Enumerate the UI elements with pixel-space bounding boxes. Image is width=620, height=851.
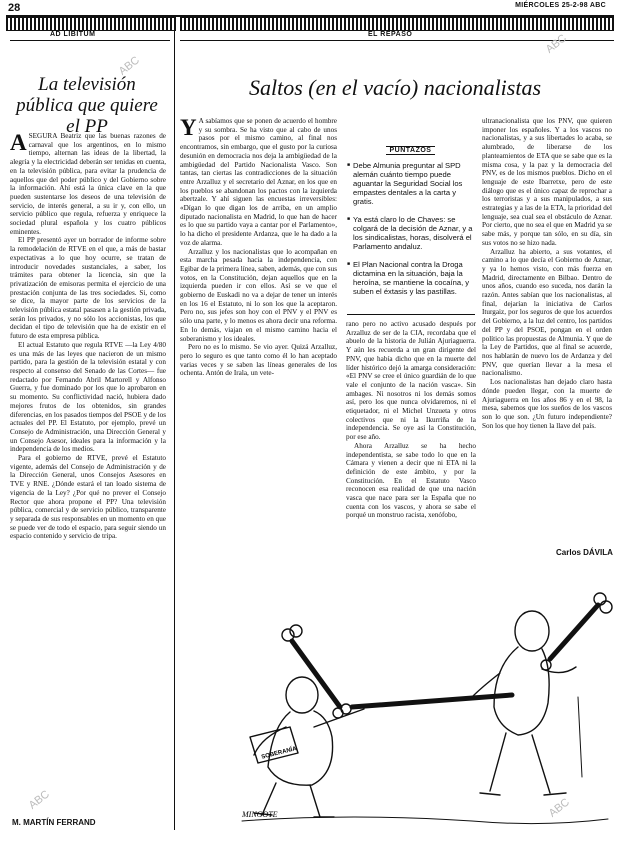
cartoon-signature: MINGOTE	[242, 810, 278, 819]
box-rule	[347, 314, 475, 315]
drop-cap: A	[10, 132, 27, 155]
cartoon-sign-text: SOBERANÍA	[260, 746, 298, 761]
paragraph: El actual Estatuto que regula RTVE —la Ley 4/80 es una más de las leyes que nacieron de un mismo partido, para la gestión de la televisión estatal y con respecto al consenso del Senado de las Cortes— fue redactado por Fernando Abril Martorell y Alfonso Guerra, y fue dominado por los que lo aprobaron en su momento. Su conflictividad nació, hubiera dado mejores frutos de los obtenidos, sin grandes diferencias, en los pasados tiempos del PSOE y de los actuales del PP. El Estatuto, por ejemplo, prevé un Consejo de Administración, una Dirección General y un Consejo Asesor, ideales para la información y la independencia de los medios.	[10, 340, 166, 454]
paragraph: Para el gobierno de RTVE, prevé el Estatuto vigente, además del Consejo de Administración y de la Dirección General, unos Consejos Asesores en TVE y RNE. ¿Dónde estará el tan loado sistema de vigencia de la Ley? ¿Por qué no prever el Consejo Rector que ahora propone el PP? Una televisión pública, comercial y de servicio público, transparente y separada de sus responsables en un momento en que se puede ver de todo el espacio, para seguir siendo un espacio contenido y servicio de tripa.	[10, 454, 166, 541]
watermark-abc: ABC	[543, 32, 569, 56]
watermark-abc: ABC	[26, 788, 52, 812]
decorative-band-right	[180, 17, 614, 31]
date-line: MIÉRCOLES 25-2-98 ABC	[515, 2, 606, 9]
left-byline: M. MARTÍN FERRAND	[12, 818, 96, 827]
paragraph: Arzalluz ha abierto, a sus votantes, el camino a lo que decía el Gobierno de Aznar, y ya lo hemos visto, con más fuerza en Madrid, directamente en Bilbao. Dentro de unos años, cuando eso suceda, nos darán la razón. Antes sabían que los nacionalistas, al final, dejarían la iniciativa de Carlos Iturgaiz, por los seguros de que los acuerdos del Gobierno, a la luz del centro, los partidos del PP y del PSOE, pongan en el orden político las propuestas de Almunia. Y que de la Ley de Partidos, que al final se acuerde, nos hablarán de nuevo los de Ardanza y del PNV, que querían llevar a la mesa el nacionalismo.	[482, 247, 612, 378]
left-headline: La televisión pública que quiere el PP	[16, 74, 158, 137]
right-byline: Carlos DÁVILA	[556, 548, 613, 557]
box-item: ■ Ya está claro lo de Chaves: se colgará de la decisión de Aznar, y a los sindicalistas, horas, disolverá el Parlamento andaluz.	[347, 215, 474, 251]
right-article-col1	[180, 117, 337, 557]
section-rule-left	[10, 40, 170, 41]
paragraph: Ahora Arzalluz se ha hecho independentista, se sabe todo lo que en la Cámara y vienen a decir que ni ETA ni la definición de este ámbito, y por la Constitución. En el Estatuto Vasco reconocen esa realidad de que una nación vasca que nace para ser la España que no cuenta con los vascos, y ahora se sabe el porqué un monstruo racista, xenófobo,	[346, 441, 476, 520]
paragraph: ASEGURA Beatriz que las buenas razones de carnaval que los argentinos, en lo mismo tiempo, alternan las ideas de la libertad, la alegría y la electricidad deberán ser tenidas en cuenta, en la televisión pública, para evitar la prudencia de aquellos que del poder público y del Gobierno sobre la información. Ahí está la única clave en la que pueden sustentarse los deseos de una televisión de servicio, de interés general, a su ir y, con ello, un servicio público que regula, refuerza y enriquece la sociedad plural española y los cuatro públicos eminentes.	[10, 132, 166, 236]
watermark-abc: ABC	[116, 54, 142, 78]
editorial-cartoon	[232, 577, 614, 827]
paragraph: Pero no es lo mismo. Se vio ayer. Quizá Arzalluz, pero lo seguro es que tanto como él lo han aceptado varias veces y se saben las líneas generales de los ochenta. Antón de Irala, un vete-	[180, 343, 337, 378]
left-article-body	[10, 132, 166, 814]
page-number: 28	[8, 2, 21, 14]
puntazos-box	[347, 146, 474, 310]
right-article-col3	[482, 117, 612, 545]
paragraph: ultranacionalista que los PNV, que quieren imponer los españoles. Y a los vascos no nacionalistas, y a sus libertades lo acaba, se alumbrado, de liberarse de los planteamientos de ETA que se sabe que es la misma cosa, y la paz y la democracia del PNV, es de los mismos pueblos. Dicho en el lenguaje de este Ibarretxe, pero de este diálogo que es el único capaz de reprochar a los terroristas y a sus manipulados, a sus estrategias y a las de la ETA, la prioridad del lenguaje, sea cual sea el obstáculo de Aznar. Por cierto, que no sea el que en Madrid ya se sabe más, y porque tan sólo, en su día, sin sus votos no se hizo nada.	[482, 117, 612, 247]
paragraph: Los nacionalistas han dejado claro hasta dónde pueden llegar, con la muerte de Ajuriaguerra en los años 86 y en el 98, la mesa, sabemos que los sueños de los vascos son lo que son. ¿Un futuro independiente? Son los que hoy tienen la llave del país.	[482, 378, 612, 430]
paragraph: El PP presentó ayer un borrador de informe sobre la remodelación de RTVE en el que, a más de bastar expectativas a lo que hoy ocurre, se tratan de introducir novedades sustanciales, a saber, los trámites para obtener la licencia, sin que la privatización de emisoras permita el ejercicio de una prestación conjunta de las tres sociedades. Si, como se dice, la mayor parte de los servicios de la televisión pública estatal pasasen a la gestión privada, serán los privados, y no sólo los accionistas, los que decidan el tipo de televisión que ha de existir en el futuro de esta empresa pública.	[10, 236, 166, 341]
right-article-col2	[346, 320, 476, 556]
right-headline: Saltos (en el vacío) nacionalistas	[248, 75, 542, 100]
paragraph: rano pero no activo acusado después por Arzalluz de ser de la CIA, recordaba que el abuelo de la historia de Julián Ajuriaguerra. Y aún les recuerda a un gran dirigente del PNV, que había dicho que en la muerte del líder histórico dejó la amarga consideración: «El PNV se cree el único guardián de lo que vale el conjunto de la nación vasca». Sin ambages. Ni nosotros ni los demás somos así, pero los que nunca olvidaremos, ni el etiquetador, ni el Michel Unzueta y otros colectivos que ni la Ikurriña de la independencia. Se oye así la Constitución, por ese año.	[346, 320, 476, 442]
section-label-right: EL REPASO	[368, 31, 413, 38]
watermark-abc: ABC	[546, 796, 572, 820]
box-title: PUNTAZOS	[347, 146, 474, 155]
box-item: ■ Debe Almunia preguntar al SPD alemán cuánto tiempo puede aguantar la Seguridad Social los empastes dentales a la carta y gratis.	[347, 161, 474, 206]
drop-cap: Y	[180, 117, 197, 140]
paragraph: Arzalluz y los nacionalistas que lo acompañan en esta marcha pesada hacia la independencia, con Egibar de la primera línea, saben, además, que con sus votos, en la Constitución, dejan aquellos que en la izquierda pueden ir con ellos. Así se ve que el gobierno de Euskadi no va a dejar de tener un interés en los 16 el Estatuto, ni lo son los que la aceptaron. Pero no, sus jefes son hoy con el PNV y el PNV es sólo una parte, y lo menos es ahora decir una reforma. En lo demás, viajan en el mismo camino hacia el soberanismo y los ideales.	[180, 247, 337, 343]
decorative-band-left	[6, 17, 176, 31]
box-item: ■ El Plan Nacional contra la Droga dictamina en la situación, baja la heroína, se mantiene la cocaína, y suben el éxtasis y las pastillas.	[347, 260, 474, 296]
section-label-left: AD LIBITUM	[50, 31, 96, 38]
paragraph: Y A sabíamos que se ponen de acuerdo el hombre y su sombra. Se ha visto que al cabo de unos pasos por el mismo camino, al final nos encontramos, sin embargo, que el gusto por la curiosa desunión en democracia nos deja la ambigüedad de la ambigüedad del Partido Nacionalista Vasco. Son tantas, tan ciertas las contradicciones de la situación entre Arzalluz y el secretario del Aznar, en los que en los pueblos se abandonan los pactos con la izquierda abertzale. Y ahí siguen las encuestas irreversibles: «Dígan lo que digan los de arriba, en un amplio diputado nacionalista en Madrid, lo que han de hacer es lo que su partido vaya a cantar por el Parlamento», lo ha dicho el presidente Ardanza, que le ha dado a la voz de alarma.	[180, 117, 337, 247]
column-divider	[174, 30, 175, 830]
